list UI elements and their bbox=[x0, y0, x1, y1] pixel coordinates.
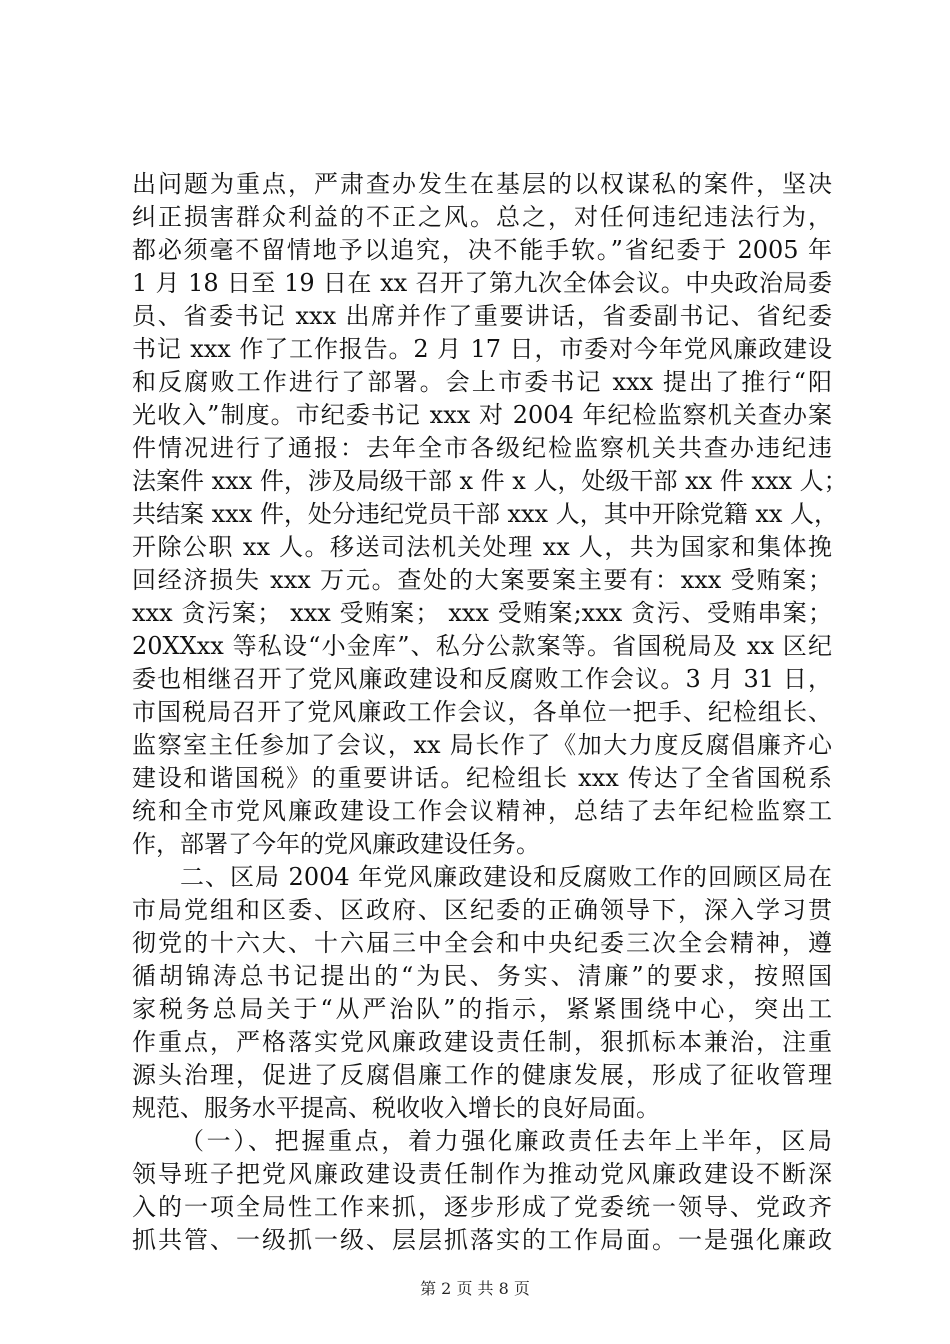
text-line: 循胡锦涛总书记提出的“为民、务实、清廉”的要求，按照国 bbox=[132, 962, 832, 990]
body-text bbox=[132, 168, 848, 1257]
text-line: 作重点，严格落实党风廉政建设责任制，狠抓标本兼治，注重 bbox=[132, 1028, 832, 1056]
text-line: 作，部署了今年的党风廉政建设任务。 bbox=[132, 830, 540, 858]
text-line: 领导班子把党风廉政建设责任制作为推动党风廉政建设不断深 bbox=[132, 1160, 832, 1188]
text-line: 统和全市党风廉政建设工作会议精神，总结了去年纪检监察工 bbox=[132, 797, 832, 825]
text-line: 开除公职 xx 人。移送司法机关处理 xx 人，共为国家和集体挽 bbox=[132, 533, 832, 561]
page-number-footer: 第 2 页 共 8 页 bbox=[420, 1279, 530, 1298]
text-line: 监察室主任参加了会议，xx 局长作了《加大力度反腐倡廉齐心 bbox=[132, 731, 832, 759]
text-line: 委也相继召开了党风廉政建设和反腐败工作会议。3 月 31 日， bbox=[132, 665, 832, 693]
text-line: 彻党的十六大、十六届三中全会和中央纪委三次全会精神，遵 bbox=[132, 929, 832, 957]
text-line: 家税务总局关于“从严治队”的指示，紧紧围绕中心，突出工 bbox=[132, 995, 832, 1023]
text-line: xxx 贪污案； xxx 受贿案； xxx 受贿案;xxx 贪污、受贿串案； bbox=[132, 599, 832, 627]
text-line: 出问题为重点，严肃查办发生在基层的以权谋私的案件，坚决 bbox=[132, 170, 832, 198]
paragraph-start-line: （一）、把握重点，着力强化廉政责任去年上半年，区局 bbox=[180, 1127, 832, 1155]
text-line: 1 月 18 日至 19 日在 xx 召开了第九次全体会议。中央政治局委 bbox=[132, 269, 832, 297]
text-line: 员、省委书记 xxx 出席并作了重要讲话，省委副书记、省纪委 bbox=[132, 302, 832, 330]
text-line: 和反腐败工作进行了部署。会上市委书记 xxx 提出了推行“阳 bbox=[132, 368, 832, 396]
paragraph-start-line: 二、区局 2004 年党风廉政建设和反腐败工作的回顾区局在 bbox=[180, 863, 832, 891]
text-line: 回经济损失 xxx 万元。查处的大案要案主要有：xxx 受贿案； bbox=[132, 566, 832, 594]
text-line: 光收入”制度。市纪委书记 xxx 对 2004 年纪检监察机关查办案 bbox=[132, 401, 832, 429]
text-line: 20XXxx 等私设“小金库”、私分公款案等。省国税局及 xx 区纪 bbox=[132, 632, 832, 660]
text-line: 规范、服务水平提高、税收收入增长的良好局面。 bbox=[132, 1094, 660, 1122]
text-line: 入的一项全局性工作来抓，逐步形成了党委统一领导、党政齐 bbox=[132, 1193, 832, 1221]
text-line: 纠正损害群众利益的不正之风。总之，对任何违纪违法行为， bbox=[132, 203, 832, 231]
text-line: 件情况进行了通报：去年全市各级纪检监察机关共查办违纪违 bbox=[132, 434, 832, 462]
text-line: 书记 xxx 作了工作报告。2 月 17 日，市委对今年党风廉政建设 bbox=[132, 335, 832, 363]
text-line: 都必须毫不留情地予以追究，决不能手软。”省纪委于 2005 年 bbox=[132, 236, 832, 264]
text-line: 市局党组和区委、区政府、区纪委的正确领导下，深入学习贯 bbox=[132, 896, 832, 924]
text-line: 法案件 xxx 件，涉及局级干部 x 件 x 人，处级干部 xx 件 xxx 人； bbox=[132, 467, 848, 495]
text-line: 源头治理，促进了反腐倡廉工作的健康发展，形成了征收管理 bbox=[132, 1061, 832, 1089]
text-line: 抓共管、一级抓一级、层层抓落实的工作局面。一是强化廉政 bbox=[132, 1226, 832, 1254]
text-line: 市国税局召开了党风廉政工作会议，各单位一把手、纪检组长、 bbox=[132, 698, 832, 726]
text-line: 建设和谐国税》的重要讲话。纪检组长 xxx 传达了全省国税系 bbox=[132, 764, 832, 792]
text-line: 共结案 xxx 件，处分违纪党员干部 xxx 人，其中开除党籍 xx 人， bbox=[132, 500, 839, 528]
